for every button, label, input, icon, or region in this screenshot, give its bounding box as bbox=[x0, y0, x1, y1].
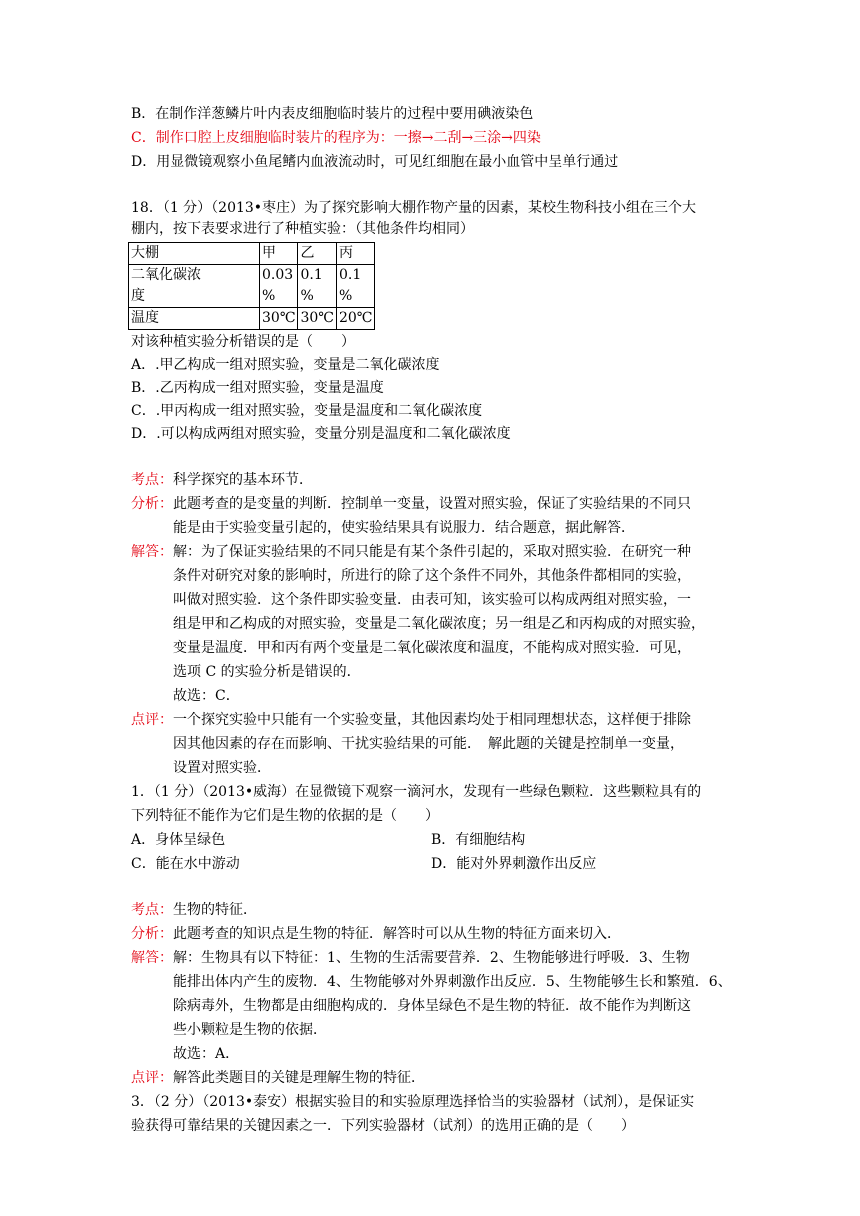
table-cell: 二氧化碳浓 度 bbox=[129, 265, 260, 308]
q1-option-c: C．能在水中游动 bbox=[131, 856, 240, 872]
q1-dianping bbox=[131, 1068, 425, 1088]
q18-option-c: C．.甲丙构成一组对照实验，变量是温度和二氧化碳浓度 bbox=[131, 403, 483, 419]
q18-kaodian bbox=[131, 470, 313, 490]
fenxi-text: 此题考查的是变量的判断．控制单一变量，设置对照实验，保证了实验结果的不同只 bbox=[173, 496, 691, 512]
q1-stem-line-1: 1．（1 分）（2013•威海）在显微镜下观察一滴河水，发现有一些绿色颗粒．这些颗粒具有的 bbox=[131, 784, 702, 800]
q18-option-d: D．.可以构成两组对照实验，变量分别是温度和二氧化碳浓度 bbox=[131, 426, 511, 442]
kaodian-label: 考点： bbox=[131, 472, 173, 488]
q3-stem-line-2: 验获得可靠结果的关键因素之一．下列实验器材（试剂）的选用正确的是（ ） bbox=[131, 1118, 635, 1134]
table-cell: 甲 bbox=[260, 243, 298, 265]
fenxi-label: 分析： bbox=[131, 926, 173, 942]
q18-jieda-line-5: 变量是温度．甲和丙有两个变量是二氧化碳浓度和温度，不能构成对照实验．可见， bbox=[173, 640, 691, 656]
kaodian-label: 考点： bbox=[131, 902, 173, 918]
table-cell: 丙 bbox=[336, 243, 374, 265]
q1-kaodian bbox=[131, 900, 257, 920]
q1-jieda-line-4: 些小颗粒是生物的依据． bbox=[173, 1022, 327, 1038]
kaodian-text: 生物的特征． bbox=[173, 902, 257, 918]
jieda-text: 解：为了保证实验结果的不同只能是有某个条件引起的，采取对照实验．在研究一种 bbox=[173, 544, 691, 560]
q1-jieda-line-3: 除病毒外，生物都是由细胞构成的．身体呈绿色不是生物的特征．故不能作为判断这 bbox=[173, 998, 691, 1014]
q18-option-a: A．.甲乙构成一组对照实验，变量是二氧化碳浓度 bbox=[131, 357, 440, 373]
kaodian-text: 科学探究的基本环节． bbox=[173, 472, 313, 488]
q18-stem-line-2: 棚内，按下表要求进行了种植实验：（其他条件均相同） bbox=[131, 221, 474, 237]
q18-stem-line-1: 18．（1 分）（2013•枣庄）为了探究影响大棚作物产量的因素，某校生物科技小组在三个大 bbox=[131, 200, 697, 216]
q18-fenxi-line-2: 能是由于实验变量引起的，使实验结果具有说服力．结合题意，据此解答． bbox=[173, 520, 635, 536]
dianping-label: 点评： bbox=[131, 1070, 173, 1086]
table-cell: 0.1 % bbox=[336, 265, 374, 308]
q18-question: 对该种植实验分析错误的是（ ） bbox=[131, 334, 355, 350]
q18-jieda-line-4: 组是甲和乙构成的对照实验，变量是二氧化碳浓度；另一组是乙和丙构成的对照实验， bbox=[173, 616, 705, 632]
table-cell: 20℃ bbox=[336, 308, 374, 330]
q18-jieda-line-6: 选项 C 的实验分析是错误的． bbox=[173, 664, 361, 680]
table-cell: 30℃ bbox=[298, 308, 336, 330]
dianping-label: 点评： bbox=[131, 712, 173, 728]
q1-jieda bbox=[131, 948, 690, 968]
q18-dianping-line-2: 因其他因素的存在而影响、干扰实验结果的可能． 解此题的关键是控制单一变量， bbox=[173, 736, 684, 752]
experiment-table bbox=[128, 242, 375, 330]
table-cell: 乙 bbox=[298, 243, 336, 265]
q1-stem-line-2: 下列特征不能作为它们是生物的依据的是（ ） bbox=[131, 808, 439, 824]
jieda-label: 解答： bbox=[131, 544, 173, 560]
q18-dianping bbox=[131, 710, 691, 730]
table-row bbox=[129, 265, 375, 308]
option-c-answer: C．制作口腔上皮细胞临时装片的程序为：一擦→二刮→三涂→四染 bbox=[131, 130, 541, 146]
q18-jieda bbox=[131, 542, 691, 562]
q1-option-a: A．身体呈绿色 bbox=[131, 832, 226, 848]
table-cell: 0.03 % bbox=[260, 265, 298, 308]
q18-answer: 故选：C． bbox=[173, 688, 240, 704]
dianping-text: 解答此类题目的关键是理解生物的特征． bbox=[173, 1070, 425, 1086]
table-cell: 温度 bbox=[129, 308, 260, 330]
table-cell: 30℃ bbox=[260, 308, 298, 330]
q18-option-b: B．.乙丙构成一组对照实验，变量是温度 bbox=[131, 380, 384, 396]
fenxi-label: 分析： bbox=[131, 496, 173, 512]
q1-option-b: B．有细胞结构 bbox=[431, 832, 526, 848]
table-row bbox=[129, 308, 375, 330]
q18-jieda-line-3: 叫做对照实验．这个条件即实验变量．由表可知，该实验可以构成两组对照实验，一 bbox=[173, 592, 691, 608]
q18-dianping-line-3: 设置对照实验． bbox=[173, 760, 271, 776]
fenxi-text: 此题考查的知识点是生物的特征．解答时可以从生物的特征方面来切入． bbox=[173, 926, 621, 942]
q1-fenxi bbox=[131, 924, 621, 944]
q18-fenxi bbox=[131, 494, 691, 514]
option-d: D．用显微镜观察小鱼尾鳍内血液流动时，可见红细胞在最小血管中呈单行通过 bbox=[131, 154, 619, 170]
q1-jieda-line-2: 能排出体内产生的废物．4、生物能够对外界刺激作出反应．5、生物能够生长和繁殖．6、 bbox=[173, 974, 732, 990]
q3-stem-line-1: 3．（2 分）（2013•泰安）根据实验目的和实验原理选择恰当的实验器材（试剂），是保证实 bbox=[131, 1094, 695, 1110]
q1-option-d: D．能对外界刺激作出反应 bbox=[431, 856, 597, 872]
q1-answer: 故选：A． bbox=[173, 1046, 240, 1062]
table-cell: 0.1 % bbox=[298, 265, 336, 308]
dianping-text: 一个探究实验中只能有一个实验变量，其他因素均处于相同理想状态，这样便于排除 bbox=[173, 712, 691, 728]
table-row bbox=[129, 243, 375, 265]
table-cell: 大棚 bbox=[129, 243, 260, 265]
jieda-label: 解答： bbox=[131, 950, 173, 966]
option-b: B．在制作洋葱鳞片叶内表皮细胞临时装片的过程中要用碘液染色 bbox=[131, 106, 534, 122]
q18-jieda-line-2: 条件对研究对象的影响时，所进行的除了这个条件不同外，其他条件都相同的实验， bbox=[173, 568, 691, 584]
jieda-text: 解：生物具有以下特征：1、生物的生活需要营养．2、生物能够进行呼吸．3、生物 bbox=[173, 950, 690, 966]
